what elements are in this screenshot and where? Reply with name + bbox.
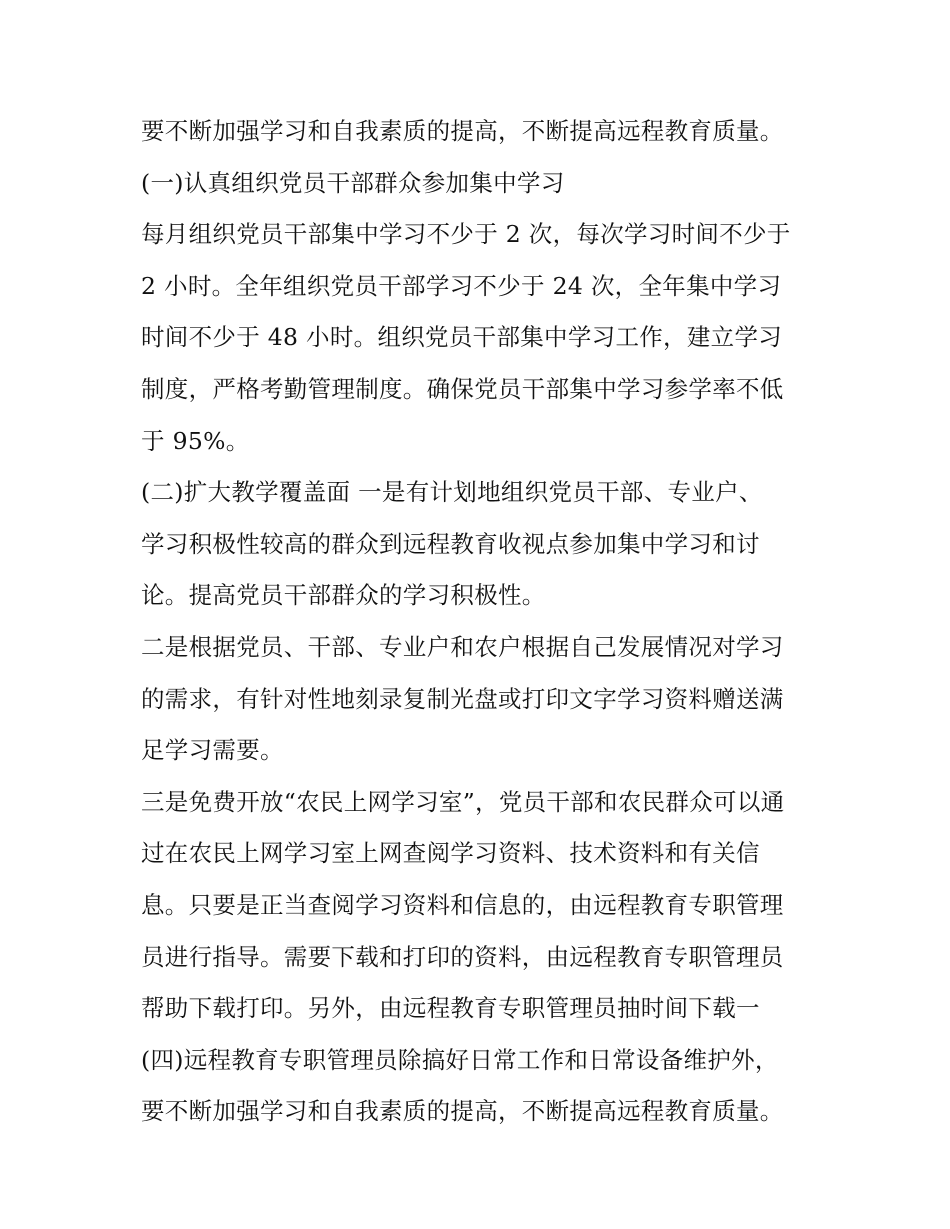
section-heading: (四)远程教育专职管理员除搞好日常工作和日常设备维护外， [141,1045,779,1074]
text-line: 员进行指导。需要下载和打印的资料，由远程教育专职管理员 [141,942,784,971]
document-body [141,106,841,1138]
text-line: 时间不少于 48 小时。组织党员干部集中学习工作，建立学习 [141,323,783,352]
section-heading: (一)认真组织党员干部群众参加集中学习 [141,168,565,197]
text-line: 2 小时。全年组织党员干部学习不少于 24 次，全年集中学习 [141,271,782,300]
text-line: 于 95%。 [141,426,250,455]
text-line: 论。提高党员干部群众的学习积极性。 [141,581,546,610]
text-line: 的需求，有针对性地刻录复制光盘或打印文字学习资料赠送满 [141,684,784,713]
text-line: 学习积极性较高的群众到远程教育收视点参加集中学习和讨 [141,529,760,558]
text-line: 每月组织党员干部集中学习不少于 2 次，每次学习时间不少于 [141,220,791,249]
text-line: 过在农民上网学习室上网查阅学习资料、技术资料和有关信 [141,839,760,868]
text-line: 帮助下载打印。另外，由远程教育专职管理员抽时间下载一 [141,994,760,1023]
text-line: 二是根据党员、干部、专业户和农户根据自己发展情况对学习 [141,632,784,661]
text-line: 要不断加强学习和自我素质的提高，不断提高远程教育质量。 [141,1097,784,1126]
section-heading: (二)扩大教学覆盖面 一是有计划地组织党员干部、专业户、 [141,478,763,507]
text-line: 足学习需要。 [141,736,284,765]
text-line: 息。只要是正当查阅学习资料和信息的，由远程教育专职管理 [141,890,784,919]
text-line: 制度，严格考勤管理制度。确保党员干部集中学习参学率不低 [141,374,784,403]
text-line: 三是免费开放“农民上网学习室”，党员干部和农民群众可以通 [141,787,785,816]
text-line: 要不断加强学习和自我素质的提高，不断提高远程教育质量。 [141,117,784,145]
